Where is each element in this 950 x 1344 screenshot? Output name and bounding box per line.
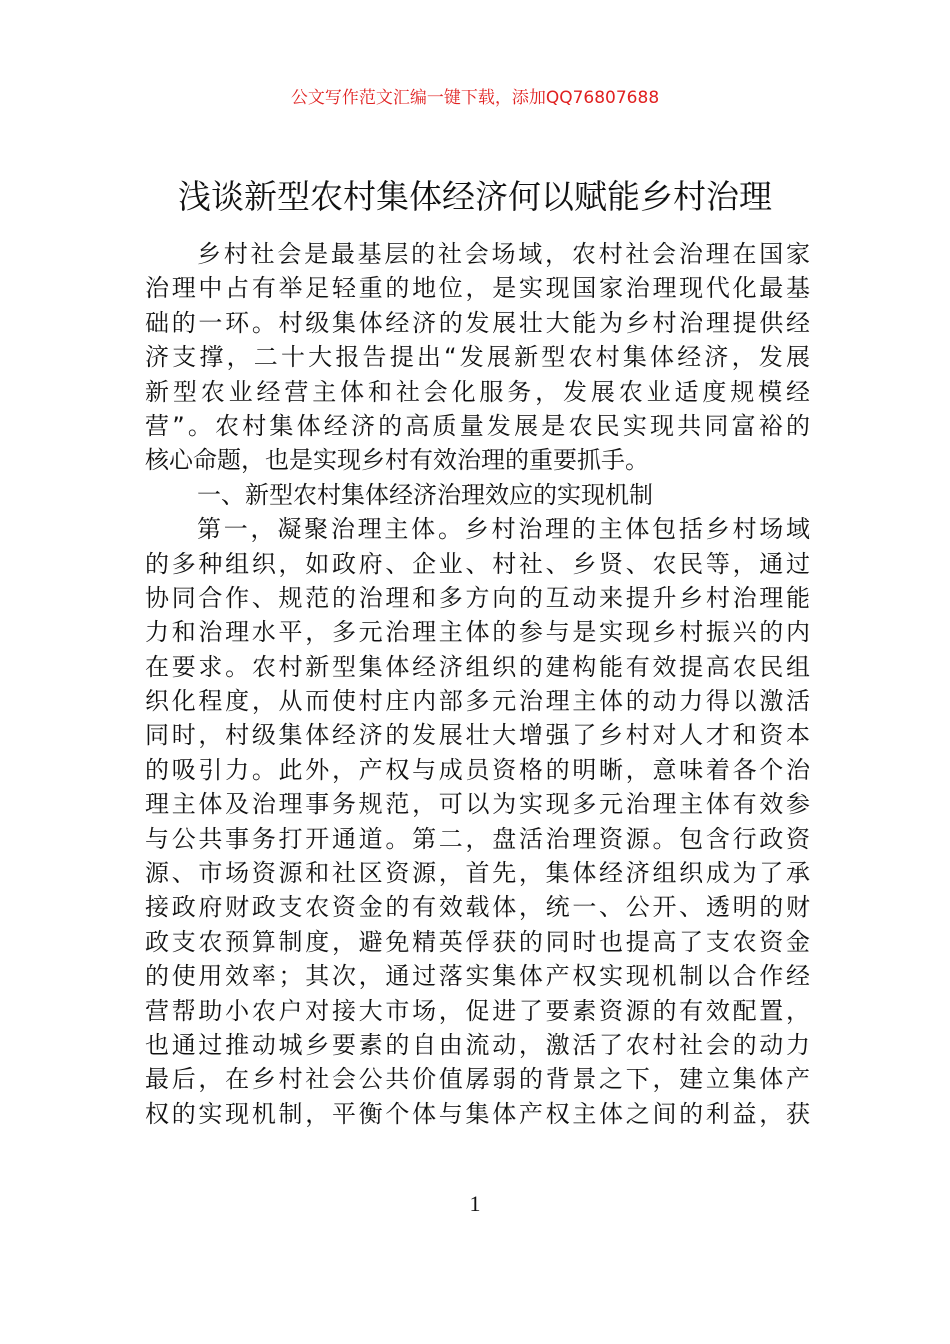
body-line: 新型农业经营主体和社会化服务，发展农业适度规模经	[145, 377, 810, 406]
body-line: 的吸引力。此外，产权与成员资格的明晰，意味着各个治	[145, 755, 810, 784]
body-line: 理主体及治理事务规范，可以为实现多元治理主体有效参	[145, 790, 810, 819]
download-note: 公文写作范文汇编一键下载，添加QQ76807688	[290, 88, 660, 108]
body-line: 协同合作、规范的治理和多方向的互动来提升乡村治理能	[145, 583, 810, 612]
body-line: 也通过推动城乡要素的自由流动，激活了农村社会的动力	[145, 1030, 810, 1059]
body-line: 营帮助小农户对接大市场，促进了要素资源的有效配置，	[145, 996, 810, 1025]
body-line: 力和治理水平，多元治理主体的参与是实现乡村振兴的内	[145, 618, 810, 647]
body-line: 济支撑，二十大报告提出“发展新型农村集体经济，发展	[145, 343, 810, 372]
document-body	[145, 237, 810, 1131]
body-line: 治理中占有举足轻重的地位，是实现国家治理现代化最基	[145, 274, 810, 303]
body-line: 同时，村级集体经济的发展壮大增强了乡村对人才和资本	[145, 721, 810, 750]
body-line: 核心命题，也是实现乡村有效治理的重要抓手。	[145, 446, 649, 475]
body-line: 第一，凝聚治理主体。乡村治理的主体包括乡村场域	[197, 515, 810, 544]
body-line: 接政府财政支农资金的有效载体，统一、公开、透明的财	[145, 893, 810, 922]
body-line: 础的一环。村级集体经济的发展壮大能为乡村治理提供经	[145, 308, 810, 337]
section-heading: 一、新型农村集体经济治理效应的实现机制	[197, 480, 653, 509]
body-line: 与公共事务打开通道。第二，盘活治理资源。包含行政资	[145, 824, 810, 853]
body-line: 权的实现机制，平衡个体与集体产权主体之间的利益，获	[145, 1099, 810, 1128]
page-number: 1	[469, 1191, 481, 1216]
body-line: 源、市场资源和社区资源，首先，集体经济组织成为了承	[145, 859, 810, 888]
body-line: 的多种组织，如政府、企业、村社、乡贤、农民等，通过	[145, 549, 810, 578]
document-title: 浅谈新型农村集体经济何以赋能乡村治理	[178, 177, 772, 216]
body-line: 的使用效率；其次，通过落实集体产权实现机制以合作经	[145, 962, 810, 991]
body-line: 最后，在乡村社会公共价值孱弱的背景之下，建立集体产	[145, 1065, 810, 1094]
body-line: 营”。农村集体经济的高质量发展是农民实现共同富裕的	[145, 411, 810, 440]
body-line: 乡村社会是最基层的社会场域，农村社会治理在国家	[197, 240, 810, 268]
body-line: 政支农预算制度，避免精英俘获的同时也提高了支农资金	[145, 927, 810, 956]
body-line: 织化程度，从而使村庄内部多元治理主体的动力得以激活	[145, 687, 810, 716]
body-line: 在要求。农村新型集体经济组织的建构能有效提高农民组	[145, 652, 810, 681]
